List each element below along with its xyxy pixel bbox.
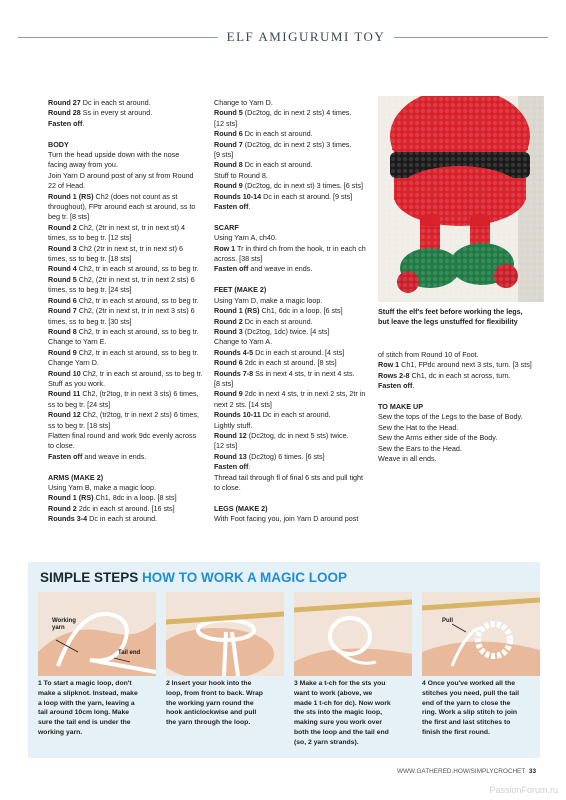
pattern-line (48, 244, 208, 254)
step-text-line: loop, from front to back. Wrap (166, 689, 263, 697)
pattern-line (48, 337, 208, 347)
pattern-line (48, 483, 208, 493)
photo-caption (378, 307, 548, 327)
step-text-line: the yarn through the loop. (166, 719, 251, 727)
hand-loop-illustration (38, 592, 156, 676)
instruction-text: . (248, 462, 251, 472)
instruction-text: Sew the Arms either side of the Body. (378, 433, 498, 443)
instruction-text: Dc in each st around. [9 sts] (261, 191, 353, 201)
page-header (0, 28, 566, 48)
round-label: Round 1 (RS) (214, 306, 260, 316)
instruction-text: Dc in each st around. (242, 129, 313, 139)
instruction-text: Ch2, tr in each st around, ss to beg tr. (76, 264, 199, 274)
step-text-line: stitches you need, pull the tail (422, 689, 520, 697)
round-label: Round 5 (214, 108, 243, 118)
round-label: Round 28 (48, 108, 81, 118)
pattern-line (214, 244, 374, 254)
step-text-line: (so, 2 yarn strands). (294, 738, 359, 746)
step-text-line: 1 To start a magic loop, don't (38, 680, 132, 687)
instruction-text: [12 sts] (214, 118, 238, 128)
instruction-text: Ch2 (does not count as st (93, 191, 178, 201)
round-label: Round 2 (48, 222, 77, 232)
step-text-line: the working yarn round the (166, 699, 254, 707)
pattern-line (214, 98, 374, 108)
round-label: Round 9 (48, 347, 77, 357)
pattern-line (214, 337, 374, 347)
pattern-line (48, 202, 208, 212)
pattern-line (48, 421, 208, 431)
pattern-line (214, 202, 374, 212)
pattern-line (214, 452, 374, 462)
pattern-line (48, 254, 208, 264)
section-heading: FEET (MAKE 2) (214, 285, 267, 295)
instruction-text: beg tr. [8 sts] (48, 212, 90, 222)
pattern-line (378, 360, 544, 370)
step-text-line: sure the tail end is under the (38, 719, 131, 727)
step-text-line: 4 Once you've worked all the (422, 680, 516, 687)
pattern-line (48, 212, 208, 222)
pattern-line (214, 306, 374, 316)
instruction-text: and weave in ends. (82, 451, 147, 461)
round-label: Round 7 (214, 139, 243, 149)
instruction-text: and weave in ends. (248, 264, 313, 274)
step-text-line: 3 Make a t-ch for the sts you (294, 680, 386, 687)
pattern-line (48, 296, 208, 306)
pattern-line (378, 444, 544, 454)
instruction-text: Change to Yarn E. (48, 337, 107, 347)
instruction-text: Ch2, tr in each st around, ss to beg tr. (76, 347, 199, 357)
round-label: Round 2 (214, 316, 243, 326)
instruction-text: (Dc2tog, dc in next 2 sts) 3 times. (242, 139, 352, 149)
footer-url: WWW.GATHERED.HOW/SIMPLYCROCHET (396, 768, 526, 775)
instruction-text: [8 sts] (214, 378, 234, 388)
pattern-line (214, 441, 374, 451)
instruction-text: (Dc2tog) 6 times. [6 sts] (246, 451, 325, 461)
pattern-line (48, 275, 208, 285)
pattern-line (48, 504, 208, 514)
round-label: Fasten off (48, 118, 83, 128)
round-label: Fasten off (214, 264, 249, 274)
pattern-line (214, 264, 374, 274)
pattern-line (378, 350, 544, 360)
instruction-text: times, ss to beg tr. [18 sts] (48, 254, 132, 264)
step-text-line: want to work (above, we (294, 689, 373, 697)
step-text-line: tail around 10cm long. Make (38, 709, 130, 717)
instruction-text: Ss in every st around. (80, 108, 153, 118)
round-label: Rounds 7-8 (214, 368, 254, 378)
instruction-text: [9 sts] (214, 150, 234, 160)
step-text-line: made 1 t-ch for dc). Now work (294, 699, 391, 707)
round-label: Rounds 10-14 (214, 191, 262, 201)
round-label: Round 9 (214, 389, 243, 399)
pattern-line (214, 400, 374, 410)
step-2-photo (166, 592, 284, 676)
instruction-text: Stuff to Round 8. (214, 170, 268, 180)
instruction-text: Ch2, (tr2tog, tr in next 3 sts) 6 times, (80, 389, 199, 399)
step-1-photo (38, 592, 156, 676)
round-label: Round 11 (48, 389, 81, 399)
pattern-line (378, 433, 544, 443)
instruction-text: Flatten final round and work 9dc evenly across (48, 430, 197, 440)
round-label: Round 5 (48, 274, 77, 284)
instruction-text: Weave in all ends. (378, 454, 437, 464)
pattern-line (214, 379, 374, 389)
instruction-text: With Foot facing you, join Yarn D around post (214, 514, 359, 524)
header-title: ELF AMIGURUMI TOY (226, 29, 386, 44)
pattern-line (214, 462, 374, 472)
round-label: Round 1 (RS) (48, 191, 94, 201)
pattern-line (48, 441, 208, 451)
instruction-text: Dc in each st around. (260, 410, 331, 420)
instruction-text: Sew the Hat to the Head. (378, 422, 459, 432)
step-text-line: ring. Work a slip stitch to join (422, 709, 518, 717)
instruction-text: Dc in each st around. [4 sts] (253, 347, 345, 357)
header-rule-left (18, 37, 218, 38)
instruction-text: ss to beg tr. [24 sts] (48, 399, 111, 409)
instruction-text: Ch2, tr in each st around, ss to beg tr. (76, 295, 199, 305)
instruction-text: to close. (48, 441, 75, 451)
pattern-line (48, 160, 208, 170)
step-text-line: a loop with the yarn, leaving a (38, 699, 135, 707)
instruction-text: Ch1, dc in each st across, turn. (409, 370, 511, 380)
pattern-line (48, 285, 208, 295)
instruction-text: times, ss to beg tr. [12 sts] (48, 233, 132, 243)
pattern-line (48, 327, 208, 337)
instruction-text: . (82, 118, 85, 128)
pattern-line (378, 381, 544, 391)
simple-steps-panel (28, 562, 540, 758)
instruction-text: Ch1, 8dc in a loop. [8 sts] (93, 493, 177, 503)
step-4-text (422, 679, 544, 738)
pattern-line (214, 483, 374, 493)
step-2-text (166, 679, 288, 728)
instruction-text: Change to Yarn D. (214, 98, 273, 107)
paragraph-gap (48, 462, 208, 472)
instruction-text: 2dc in next 4 sts, tr in next 2 sts, 2tr in (242, 389, 366, 399)
label-working-yarn: Working (52, 618, 76, 624)
instruction-text: Ch2, tr in each st around, ss to beg tr. (76, 326, 199, 336)
round-label: Round 1 (RS) (48, 493, 94, 503)
round-label: Rounds 10-11 (214, 410, 261, 420)
instruction-text: Ch2 (2tr in next st, tr in next st) 6 (76, 243, 184, 253)
step-1-text (38, 679, 160, 738)
step-text-line: finish the first round. (422, 728, 490, 736)
pattern-line (214, 160, 374, 170)
pull-tail-illustration (422, 592, 540, 676)
round-label: Round 3 (48, 243, 77, 253)
round-label: Round 6 (48, 295, 77, 305)
pattern-line (48, 317, 208, 327)
page-number: 33 (528, 768, 536, 775)
round-label: Round 12 (214, 430, 247, 440)
pattern-line (214, 192, 374, 202)
step-text-line: 2 Insert your hook into the (166, 680, 252, 687)
instruction-text: of stitch from Round 10 of Foot. (378, 350, 479, 359)
instruction-text: Ch1, FPdc around next 3 sts, turn. [3 sts] (399, 360, 532, 370)
instruction-text: Stuff as you work. (48, 378, 105, 388)
instruction-text: Change to Yarn A. (214, 337, 273, 347)
instruction-text: . (248, 202, 251, 212)
instruction-text: to close. (214, 483, 241, 492)
round-label: Round 7 (48, 306, 77, 316)
instruction-text: throughout), FPtr around each st around, ss to (48, 202, 196, 212)
instruction-text: Tr in third ch from the hook, tr in each ch (235, 243, 366, 253)
pattern-line (48, 306, 208, 316)
round-label: Fasten off (214, 462, 249, 472)
instruction-text: facing away from you. (48, 160, 118, 170)
pattern-line (378, 454, 544, 464)
pattern-line (214, 150, 374, 160)
round-label: Round 13 (214, 451, 247, 461)
pattern-line (48, 400, 208, 410)
instruction-text: Dc in each st around. (87, 514, 158, 524)
pattern-line (48, 358, 208, 368)
pattern-line (48, 108, 208, 118)
section-heading: TO MAKE UP (378, 402, 423, 412)
round-label: Round 8 (214, 160, 243, 170)
pattern-line (214, 473, 374, 483)
instruction-text: Ch2, (tr2tog, tr in next 2 sts) 6 times, (80, 410, 199, 420)
section-heading: ARMS (MAKE 2) (48, 472, 104, 482)
round-label: Round 9 (214, 181, 243, 191)
work-stitches-illustration (294, 592, 412, 676)
label-working-yarn-2: yarn (52, 625, 65, 631)
pattern-line (214, 514, 374, 524)
label-tail-end: Tail end (118, 650, 141, 656)
instruction-text: (Dc2tog, dc in next st) 3 times. [6 sts] (242, 181, 363, 191)
round-label: Round 6 (214, 358, 243, 368)
pattern-line (214, 296, 374, 306)
pattern-line (214, 431, 374, 441)
step-text-line: make a slipknot. Instead, make (38, 689, 138, 697)
round-label: Round 12 (48, 410, 81, 420)
instruction-text: Dc in each st around. (80, 98, 151, 107)
caption-line: but leave the legs unstuffed for flexibility (378, 317, 518, 326)
pattern-line (214, 358, 374, 368)
steps-title (40, 570, 347, 585)
paragraph-gap (214, 212, 374, 222)
round-label: Round 2 (48, 503, 77, 513)
elf-illustration (378, 96, 544, 302)
header-rule-right (394, 37, 548, 38)
watermark: PassionForum.ru (489, 785, 558, 795)
pattern-line (214, 410, 374, 420)
pattern-line (48, 348, 208, 358)
instruction-text: Change Yarn D. (48, 358, 99, 368)
pattern-line (378, 371, 544, 381)
pattern-line (214, 389, 374, 399)
instruction-text: Using Yarn A, ch40. (214, 233, 277, 243)
round-label: Round 8 (48, 326, 77, 336)
pattern-column-1 (48, 98, 208, 525)
step-3-text (294, 679, 416, 748)
step-text-line: working yarn. (38, 728, 83, 736)
round-label: Round 6 (214, 129, 243, 139)
pattern-line (48, 171, 208, 181)
instruction-text: [12 sts] (214, 441, 238, 451)
pattern-line (48, 119, 208, 129)
paragraph-gap (378, 392, 544, 402)
pattern-line (214, 108, 374, 118)
pattern-line (214, 421, 374, 431)
instruction-text: times, ss to beg tr. [30 sts] (48, 316, 132, 326)
instruction-text: across. [38 sts] (214, 254, 263, 264)
steps-title-main: HOW TO WORK A MAGIC LOOP (142, 570, 348, 585)
step-4-photo (422, 592, 540, 676)
round-label: Row 1 (378, 360, 400, 370)
section-heading: SCARF (214, 222, 239, 232)
instruction-text: ss to beg tr. [18 sts] (48, 420, 111, 430)
pattern-line (48, 379, 208, 389)
instruction-text: Ch2, (2tr in next st, tr in next 2 sts) 6 (76, 274, 195, 284)
section-heading: LEGS (MAKE 2) (214, 503, 268, 513)
step-text-line: making sure you work over (294, 719, 383, 727)
instruction-text: 2dc in each st around. [8 sts] (242, 358, 337, 368)
instruction-text: Dc in each st around. (242, 316, 313, 326)
instruction-text: Sew the tops of the Legs to the base of Body. (378, 412, 523, 422)
instruction-text: Dc in each st around. (242, 160, 313, 170)
instruction-text: Thread tail through fl of final 6 sts and pull tight (214, 472, 364, 482)
instruction-text: 22 of Head. (48, 181, 86, 191)
pattern-line (214, 171, 374, 181)
instruction-text: Ch2, (2tr in next st, tr in next st) 4 (76, 222, 186, 232)
pattern-line (214, 129, 374, 139)
instruction-text: Lightly stuff. (214, 420, 253, 430)
instruction-text: Turn the head upside down with the nose (48, 150, 180, 160)
pattern-line (48, 369, 208, 379)
pattern-column-3 (378, 350, 544, 464)
pattern-line (378, 412, 544, 422)
paragraph-gap (214, 493, 374, 503)
step-3-photo (294, 592, 412, 676)
pattern-line (48, 452, 208, 462)
steps-title-prefix: SIMPLE STEPS (40, 570, 139, 585)
instruction-text: Using Yarn B, make a magic loop. (48, 483, 156, 492)
page-footer (397, 768, 536, 775)
instruction-text: (Dc2tog, dc in next 2 sts) 4 times. (242, 108, 352, 118)
pattern-line (214, 348, 374, 358)
label-pull: Pull (442, 618, 454, 624)
pattern-line (48, 493, 208, 503)
paragraph-gap (214, 275, 374, 285)
pattern-line (378, 423, 544, 433)
pattern-line (48, 410, 208, 420)
round-label: Fasten off (378, 381, 413, 391)
round-label: Rounds 4-5 (214, 347, 254, 357)
step-text-line: end of the yarn to close the (422, 699, 511, 707)
pattern-line (214, 317, 374, 327)
instruction-text: (Dc2tog, dc in next 5 sts) twice. (246, 430, 349, 440)
instruction-text: Join Yarn D around post of any st from Round (48, 170, 194, 180)
section-heading: BODY (48, 139, 69, 149)
step-text-line: the first and last stitches to (422, 719, 511, 727)
round-label: Fasten off (214, 202, 249, 212)
instruction-text: Ch1, 6dc in a loop. [6 sts] (259, 306, 343, 316)
round-label: Row 1 (214, 243, 236, 253)
pattern-line (48, 98, 208, 108)
pattern-line (48, 192, 208, 202)
instruction-text: Ch2, (2tr in next st, tr in next 3 sts) 6 (76, 306, 195, 316)
hook-insert-illustration (166, 592, 284, 676)
pattern-line (214, 369, 374, 379)
instruction-text: (Dc2tog, 1dc) twice. [4 sts] (242, 326, 330, 336)
pattern-line (48, 233, 208, 243)
pattern-line (214, 181, 374, 191)
instruction-text: 2dc in each st around. [16 sts] (76, 503, 175, 513)
instruction-text: . (412, 381, 415, 391)
pattern-line (48, 223, 208, 233)
pattern-line (214, 140, 374, 150)
round-label: Round 27 (48, 98, 81, 107)
step-text-line: the sts into the magic loop, (294, 709, 382, 717)
round-label: Round 3 (214, 326, 243, 336)
round-label: Round 10 (48, 368, 81, 378)
instruction-text: Ss in next 4 sts, tr in next 4 sts. (253, 368, 355, 378)
pattern-line (214, 119, 374, 129)
elf-legs-photo (378, 96, 544, 302)
instruction-text: Sew the Ears to the Head. (378, 443, 462, 453)
pattern-line (48, 514, 208, 524)
step-text-line: both the loop and the tail end (294, 728, 389, 736)
pattern-line (214, 254, 374, 264)
caption-line: Stuff the elf's feet before working the legs, (378, 307, 523, 316)
instruction-text: Using Yarn D, make a magic loop. (214, 295, 323, 305)
pattern-line (214, 327, 374, 337)
pattern-line (48, 389, 208, 399)
round-label: Fasten off (48, 451, 83, 461)
round-label: Rounds 3-4 (48, 514, 88, 524)
pattern-line (48, 150, 208, 160)
pattern-line (48, 431, 208, 441)
instruction-text: Ch2, tr in each st around, ss to beg tr. (80, 368, 203, 378)
instruction-text: times, ss to beg tr. [24 sts] (48, 285, 132, 295)
pattern-line (48, 264, 208, 274)
pattern-column-2 (214, 98, 374, 525)
round-label: Round 4 (48, 264, 77, 274)
paragraph-gap (48, 129, 208, 139)
pattern-line (48, 181, 208, 191)
step-text-line: hook anticlockwise and pull (166, 709, 257, 717)
instruction-text: next 2 sts. [14 sts] (214, 399, 272, 409)
pattern-line (214, 233, 374, 243)
round-label: Rows 2-8 (378, 370, 410, 380)
